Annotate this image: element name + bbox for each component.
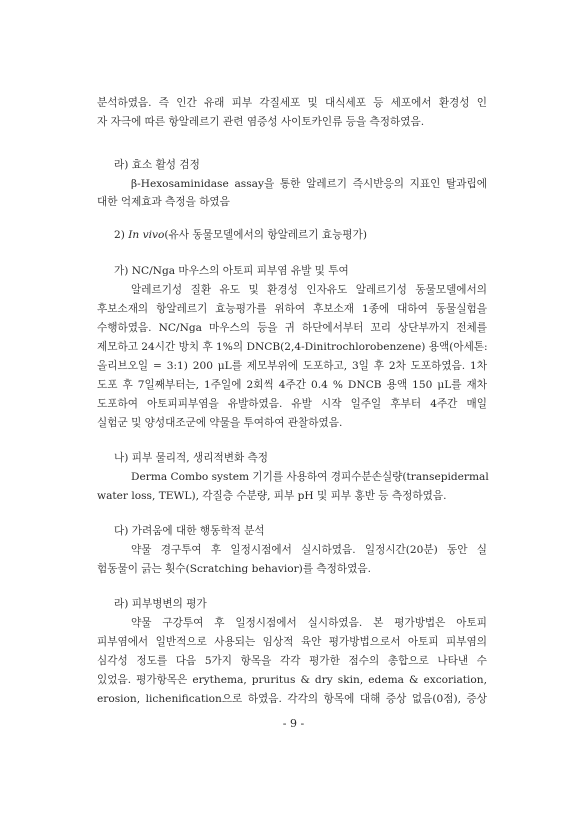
body-line: 실험군 및 양성대조군에 약물을 투여하여 관찰하였음. <box>97 417 343 429</box>
body-line: erosion, lichenification으로 하였음. 각각의 항목에 대해 증상 없음(0점), 증상 <box>97 693 487 705</box>
body-line: 심각성 정도를 다음 5가지 항목을 각각 평가한 점수의 총합으로 나타낸 수 <box>97 655 487 667</box>
body-line: 분석하였음. 즉 인간 유래 피부 각질세포 및 대식세포 등 세포에서 환경성 인 <box>97 97 487 109</box>
body-line: 있었음. 평가항목은 erythema, pruritus & dry skin, edema & excoriation, <box>97 674 487 686</box>
section-heading: 가) NC/Nga 마우스의 아토피 피부염 유발 및 투여 <box>114 265 349 277</box>
body-line: 제모하고 24시간 방치 후 1%의 DNCB(2,4-Dinitrochlorobenzene) 용액(아세톤: <box>97 341 488 353</box>
body-line: 대한 억제효과 측정을 하였음 <box>97 196 230 208</box>
heading-italic-term: In vivo <box>128 229 165 241</box>
section-heading: 나) 피부 물리적, 생리적변화 측정 <box>114 452 269 464</box>
body-line: water loss, TEWL), 각질층 수분량, 피부 pH 및 피부 홍반 등 측정하였음. <box>97 490 447 502</box>
body-line: β-Hexosaminidase assay을 통한 알레르기 즉시반응의 지표인 탈과립에 <box>131 178 487 190</box>
section-heading: 라) 피부병변의 평가 <box>114 598 207 610</box>
heading-rest: (유사 동물모델에서의 항알레르기 효능평가) <box>164 229 367 241</box>
body-line: 후보소재의 항알레르기 효능평가를 위하여 후보소재 1종에 대하여 동물실험을 <box>97 303 487 315</box>
page-number: - 9 - <box>282 717 305 730</box>
body-line: 수행하였음. NC/Nga 마우스의 등을 귀 하단에서부터 꼬리 상단부까지 전체를 <box>97 322 487 334</box>
body-line: 올리브오일 = 3:1) 200 μL를 제모부위에 도포하고, 3일 후 2차 도포하였음. 1차 <box>97 360 487 372</box>
body-line: 약물 구강투여 후 일정시점에서 실시하였음. 본 평가방법은 아토피 <box>131 617 487 629</box>
body-line: 자 자극에 따른 항알레르기 관련 염증성 사이토카인류 등을 측정하였음. <box>97 116 425 128</box>
body-line: 알레르기성 질환 유도 및 환경성 인자유도 알레르기성 동물모델에서의 <box>131 284 487 296</box>
body-line: 피부염에서 일반적으로 사용되는 임상적 육안 평가방법으로서 아토피 피부염의 <box>97 636 487 648</box>
body-line: 험동물이 긁는 횟수(Scratching behavior)를 측정하였음. <box>97 563 371 575</box>
section-heading-in-vivo <box>114 228 487 242</box>
body-line: 도포하여 아토피피부염을 유발하였음. 유발 시작 일주일 후부터 4주간 매일 <box>97 398 487 410</box>
body-line: 도포 후 7일째부터는, 1주일에 2회씩 4주간 0.4 % DNCB 용액 150 μL를 재차 <box>97 379 487 391</box>
heading-number: 2) <box>114 229 125 241</box>
body-line: 약물 경구투여 후 일정시점에서 실시하였음. 일정시간(20분) 동안 실 <box>131 544 487 556</box>
section-heading: 라) 효소 활성 검정 <box>114 159 200 171</box>
body-line: Derma Combo system 기기를 사용하여 경피수분손실량(transepidermal <box>131 471 489 483</box>
section-heading: 다) 가려움에 대한 행동학적 분석 <box>114 525 265 537</box>
